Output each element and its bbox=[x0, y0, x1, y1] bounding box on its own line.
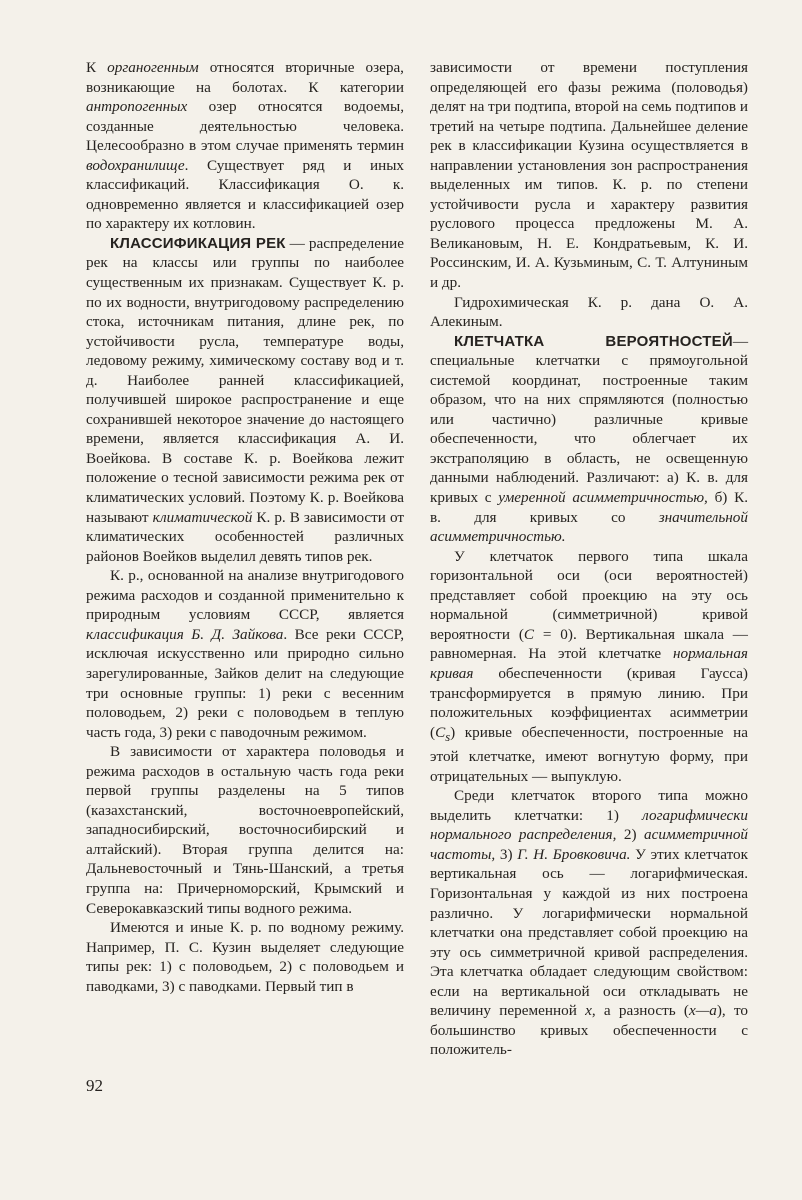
text-run: = 0). Вертикальная шкала — равномерная. На этой клетчатке bbox=[430, 625, 748, 663]
page-number: 92 bbox=[86, 1076, 103, 1095]
paragraph-lake-classification-end bbox=[86, 58, 404, 234]
text-run: К bbox=[86, 59, 108, 76]
text-run: У этих клетчаток вертикальная ось — логарифмическая. Горизонтальная у каждой из них построена различно. У логарифмически нормальной клетчатки она представляет собой проекцию на эту ось симметричной кривой распределения. Эта клетчатка обладает следующим свойством: если на вертикальной оси откладывать не величину переменной bbox=[430, 845, 748, 1020]
entry-heading: КЛЕТЧАТКА ВЕРОЯТНОСТЕЙ bbox=[454, 332, 733, 350]
italic-term: значительной асимметричностью. bbox=[430, 508, 748, 546]
text-run: У клетчаток первого типа шкала горизонтальной оси (оси вероятностей) представляет собой проекцию на эту ось нормальной (симметричной) кривой вероятности ( bbox=[430, 547, 748, 643]
paragraph-river-groups: В зависимости от характера половодья и режима расходов в остальную часть года реки первой группы разделены на 5 типов (казахстанский, восточноевропейский, западносибирский, восточносибирский и алтайский). Вторая группа делится на: Дальневосточный и Тянь-Шанский, а третья группа на: Причерноморский, Крымский и Северокавказский типы водного режима. bbox=[86, 743, 404, 917]
italic-term: водохранилище bbox=[86, 156, 185, 174]
italic-term: классификация Б. Д. Зайкова bbox=[86, 625, 284, 643]
italic-term: антропогенных bbox=[86, 98, 188, 116]
text-run: ), то большинство кривых обеспеченности с положитель- bbox=[430, 1002, 748, 1059]
italic-term: Г. Н. Бровковича. bbox=[517, 845, 631, 863]
entry-probability-paper bbox=[430, 332, 748, 547]
paragraph-second-type bbox=[430, 786, 748, 1060]
text-run: 3) bbox=[495, 845, 518, 863]
paragraph-hydrochemical: Гидрохимическая К. р. дана О. А. Алекиным. bbox=[430, 293, 748, 331]
italic-term: нормальная кривая bbox=[430, 645, 748, 682]
entry-river-classification bbox=[86, 234, 404, 566]
italic-term: логарифмически нормального распределения, bbox=[430, 806, 748, 844]
text-run: , а разность ( bbox=[591, 1002, 689, 1020]
left-column bbox=[86, 58, 404, 996]
text-run: . Существует ряд и иных классификаций. Классификация О. к. одновременно является и классификацией озер по характеру их котловин. bbox=[86, 156, 404, 233]
formula-symbol: C bbox=[435, 723, 446, 741]
paragraph-first-type bbox=[430, 547, 748, 787]
text-run: б) К. в. для кривых со bbox=[430, 489, 748, 526]
italic-term: асимметричной частоты, bbox=[430, 826, 749, 863]
entry-heading: КЛАССИФИКАЦИЯ РЕК bbox=[110, 234, 286, 252]
right-column bbox=[430, 58, 748, 1060]
formula-symbol: x bbox=[585, 1002, 592, 1020]
text-run: К. р. В зависимости от климатических особенностей различных районов Воейков выделил девять типов рек. bbox=[86, 508, 404, 565]
paragraph-kuzin-classification: Имеются и иные К. р. по водному режиму. Например, П. С. Кузин выделяет следующие типы рек: 1) с половодьем, 2) с половодьем и паводками, 3) с паводками. Первый тип в bbox=[86, 919, 404, 995]
paragraph-zaikov-classification bbox=[86, 566, 404, 742]
text-run: озер относятся водоемы, созданные деятельностью человека. Целесообразно в этом случае применять термин bbox=[86, 98, 404, 155]
italic-term: климатической bbox=[152, 508, 253, 526]
text-run: — специальные клетчатки с прямоугольной системой координат, построенные таким образом, что на них спрямляются (полностью или частично) различные кривые обеспеченности, что облегчает их экстраполяцию в область, не освещенную данными наблюдений. Различают: а) К. в. для кривых с bbox=[430, 332, 748, 507]
text-run: К. р., основанной на анализе внутригодового режима расходов и созданной применительно к природным условиям СССР, является bbox=[86, 567, 404, 624]
text-run: 2) bbox=[616, 826, 645, 844]
formula-symbol: C bbox=[523, 625, 535, 643]
text-run: обеспеченности (кривая Гаусса) трансформируется в прямую линию. При положительных коэффициентах асимметрии ( bbox=[430, 664, 748, 741]
formula-subscript: s bbox=[445, 729, 451, 744]
text-run: . Все реки СССР, исключая искусственно или природно сильно зарегулированные, Зайков делит на следующие три основные группы: 1) реки с весенним половодьем, 2) реки с половодьем в теплую часть года, 3) реки с паводочным режимом. bbox=[86, 625, 404, 741]
text-run: ) кривые обеспеченности, построенные на этой клетчатке, имеют вогнутую форму, при отрицательных — выпуклую. bbox=[430, 723, 748, 785]
italic-term: органогенным bbox=[107, 59, 199, 76]
text-run: относятся вторичные озера, возникающие на болотах. К категории bbox=[86, 59, 404, 96]
formula-symbol: x—a bbox=[688, 1002, 717, 1020]
paragraph-kuzin-continued: зависимости от времени поступления определяющей его фазы режима (половодья) делят на три подтипа, второй на семь подтипов и третий на четыре подтипа. Дальнейшее деление рек в классификации Кузина осуществляется в направлении установления зон распространения выделенных им типов. К. р. по степени устойчивости русла и характеру развития руслового процесса предложены М. А. Великановым, Н. Е. Кондратьевым, К. И. Россинским, И. А. Кузьминым, С. Т. Алтуниным и др. bbox=[430, 59, 748, 292]
italic-term: умеренной асимметричностью, bbox=[498, 489, 708, 507]
text-run: — распределение рек на классы или группы по наиболее существенным их признакам. Существует К. р. по их водности, внутригодовому распределению стока, источникам питания, длине рек, по устойчивости русла, температуре воды, ледовому режиму, химическому составу вод и т. д. Наиболее ранней классификацией, получившей широкое распространение и еще сохранившей некоторое значение до настоящего времени, является классификация А. И. Воейкова. В составе К. р. Воейкова лежит положение о тесной зависимости режима рек от климатических условий. Поэтому К. р. Воейкова называют bbox=[86, 234, 404, 526]
text-run: Среди клетчаток второго типа можно выделить клетчатки: 1) bbox=[430, 787, 748, 824]
